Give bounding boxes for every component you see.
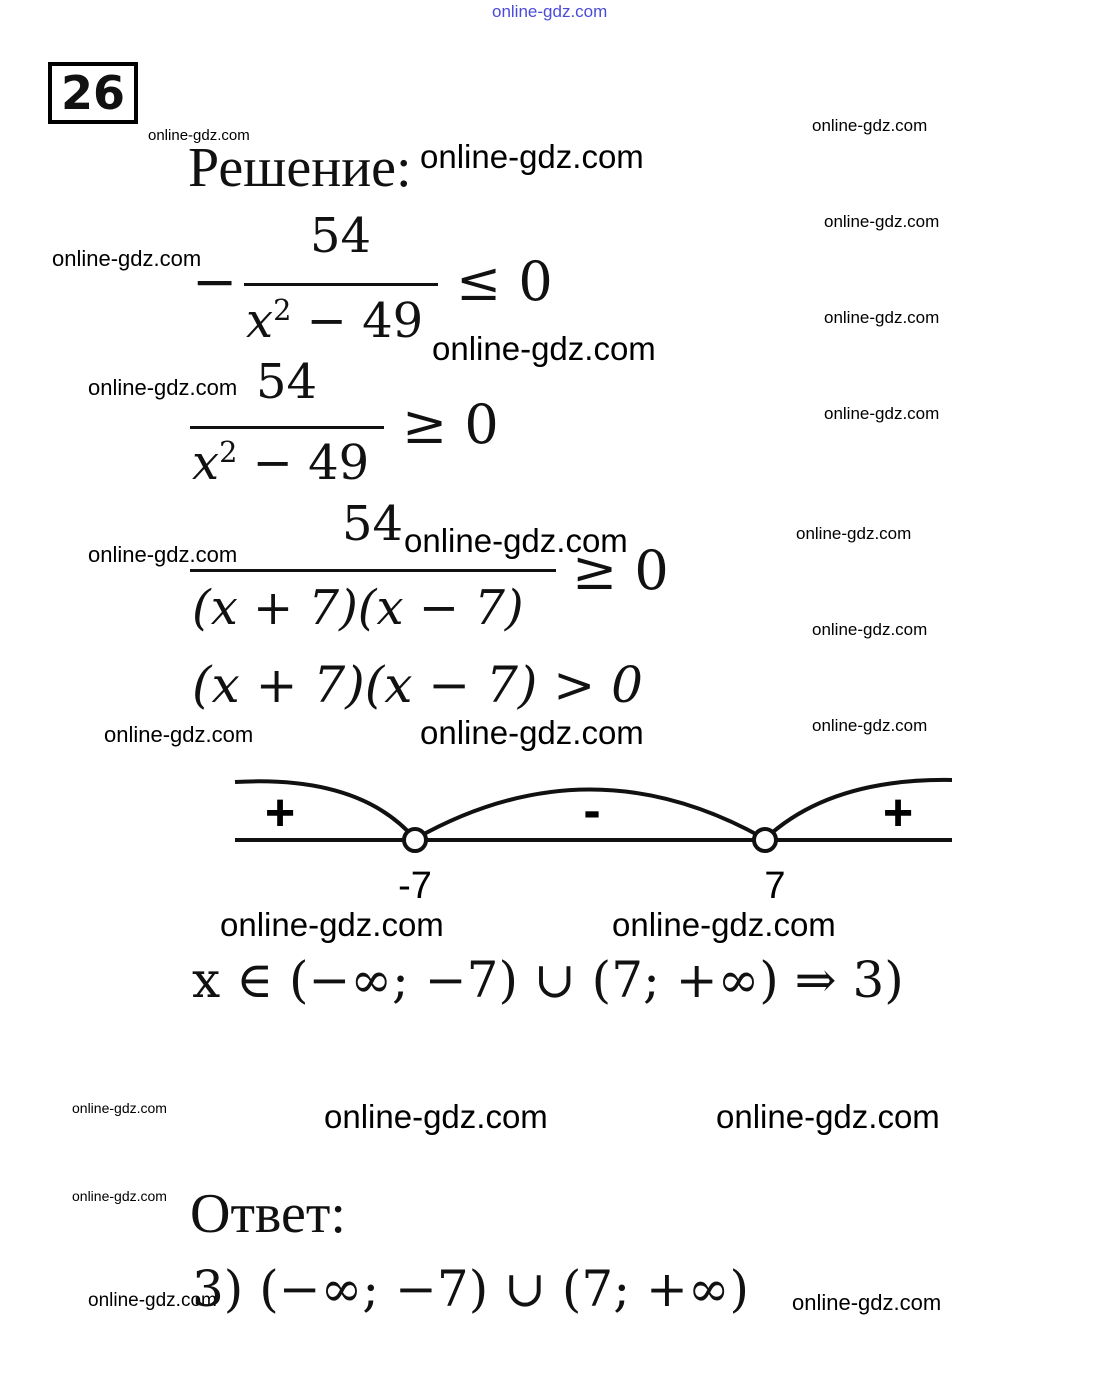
step3-numerator: 54 — [342, 496, 404, 552]
step3-fraction-line — [190, 569, 556, 572]
step1-relation: ≤ 0 — [456, 250, 553, 313]
watermark: online-gdz.com — [324, 1098, 548, 1135]
watermark: online-gdz.com — [88, 375, 238, 400]
step1-denominator: $x^2 - 49$ — [246, 293, 424, 349]
watermark: online-gdz.com — [612, 906, 836, 943]
watermark: online-gdz.com — [792, 1290, 942, 1315]
watermark: online-gdz.com — [420, 714, 644, 751]
step1-minus: − — [192, 250, 238, 313]
sign-left: + — [264, 784, 296, 842]
watermark: online-gdz.com — [148, 127, 250, 144]
step2-denominator: $x^2 - 49$ — [192, 435, 370, 491]
watermark: online-gdz.com — [716, 1098, 940, 1135]
watermark: online-gdz.com — [824, 308, 940, 327]
point-label-minus-7: -7 — [398, 865, 432, 907]
task-number-box — [48, 62, 138, 124]
solution-result: x ∈ (−∞; −7) ∪ (7; +∞) ⇒ 3) — [192, 951, 904, 1009]
step2-fraction-line — [190, 426, 384, 429]
answer-heading: Ответ: — [190, 1183, 346, 1245]
watermark: online-gdz.com — [432, 330, 656, 367]
watermark: online-gdz.com — [88, 542, 238, 567]
watermark: online-gdz.com — [824, 404, 940, 423]
watermark: online-gdz.com — [72, 1100, 167, 1116]
point-label-7: 7 — [764, 865, 786, 907]
watermark: online-gdz.com — [420, 138, 644, 175]
watermark: online-gdz.com — [812, 620, 928, 639]
solution-heading: Решение: — [188, 137, 412, 199]
watermark: online-gdz.com — [104, 722, 254, 747]
watermark: online-gdz.com — [72, 1188, 167, 1204]
step4-inequality: (x + 7)(x − 7) > 0 — [192, 656, 643, 714]
watermark: online-gdz.com — [52, 246, 202, 271]
step1-numerator: 54 — [310, 208, 372, 264]
sign-right: + — [882, 784, 914, 842]
step2-numerator: 54 — [256, 354, 318, 410]
watermark: online-gdz.com — [88, 1290, 217, 1311]
watermark: online-gdz.com — [404, 522, 628, 559]
open-point-7 — [754, 829, 776, 851]
open-point-minus-7 — [404, 829, 426, 851]
watermark: online-gdz.com — [812, 716, 928, 735]
sign-arc-left — [235, 781, 415, 839]
sign-arc-right — [765, 780, 952, 839]
answer-value: 3) (−∞; −7) ∪ (7; +∞) — [192, 1260, 750, 1318]
number-line — [230, 770, 960, 910]
watermark-top: online-gdz.com — [492, 2, 608, 21]
sign-middle: - — [583, 782, 601, 840]
watermark: online-gdz.com — [796, 524, 912, 543]
step3-relation: ≥ 0 — [572, 539, 669, 602]
step1-fraction-line — [244, 283, 438, 286]
watermark: online-gdz.com — [220, 906, 444, 943]
step3-denominator: (x + 7)(x − 7) — [192, 580, 524, 636]
watermark: online-gdz.com — [824, 212, 940, 231]
step2-relation: ≥ 0 — [402, 393, 499, 456]
watermark: online-gdz.com — [812, 116, 928, 135]
task-number: 26 — [60, 66, 125, 120]
